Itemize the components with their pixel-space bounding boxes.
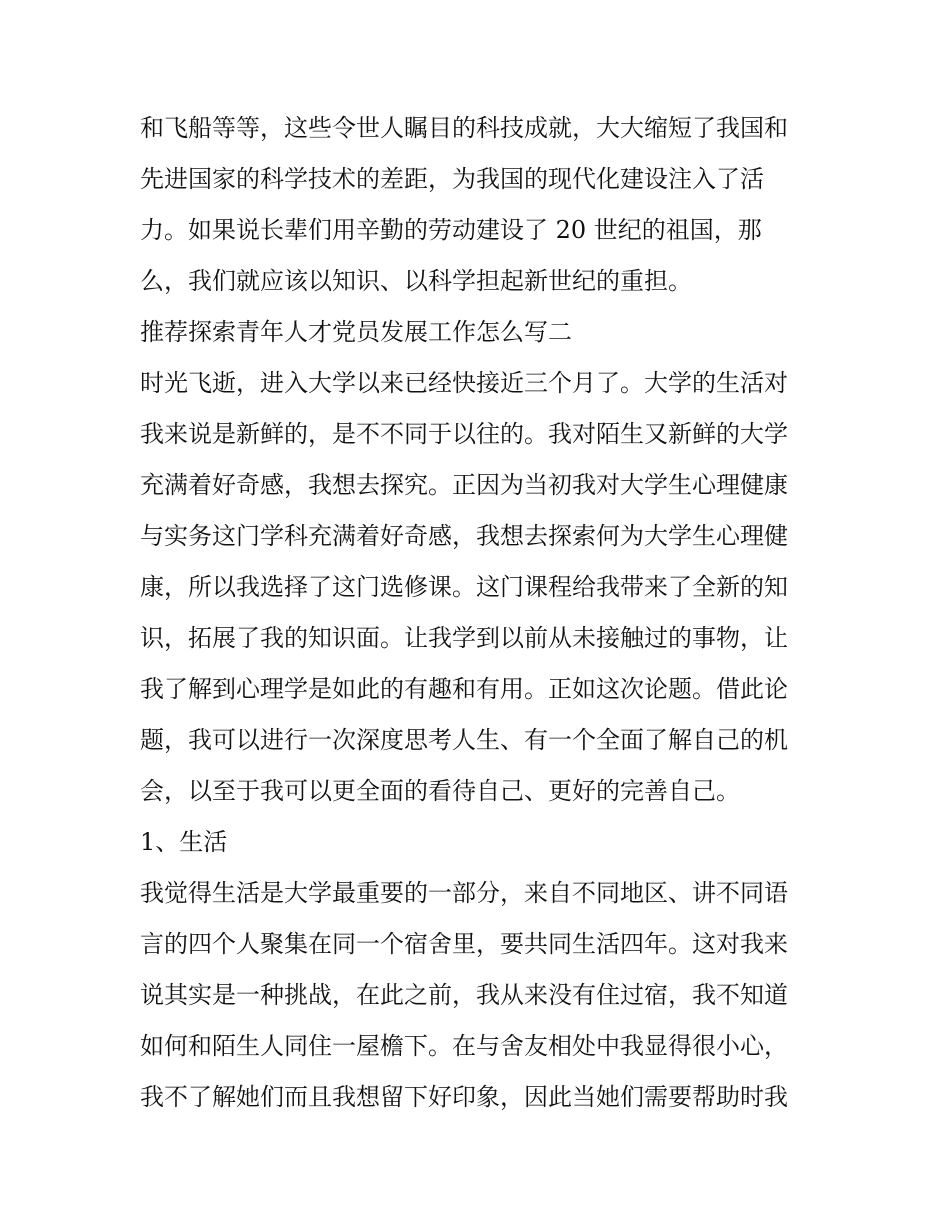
text-line: 我觉得生活是大学最重要的一部分，来自不同地区、讲不同语 — [140, 879, 788, 907]
text-line: 言的四个人聚集在同一个宿舍里，要共同生活四年。这对我来 — [140, 930, 788, 958]
text-line: 会，以至于我可以更全面的看待自己、更好的完善自己。 — [140, 777, 740, 805]
text-line: 如何和陌生人同住一屋檐下。在与舍友相处中我显得很小心， — [140, 1032, 788, 1060]
text-line: 康，所以我选择了这门选修课。这门课程给我带来了全新的知 — [140, 573, 788, 601]
text-line: 充满着好奇感，我想去探究。正因为当初我对大学生心理健康 — [140, 471, 788, 499]
text-line: 我不了解她们而且我想留下好印象，因此当她们需要帮助时我 — [140, 1083, 788, 1111]
text-line: 与实务这门学科充满着好奇感，我想去探索何为大学生心理健 — [140, 522, 788, 550]
text-line: 我了解到心理学是如此的有趣和有用。正如这次论题。借此论 — [140, 675, 788, 703]
text-line: 我来说是新鲜的，是不不同于以往的。我对陌生又新鲜的大学 — [140, 420, 788, 448]
text-line: 说其实是一种挑战，在此之前，我从来没有住过宿，我不知道 — [140, 981, 788, 1009]
text-line: 力。如果说长辈们用辛勤的劳动建设了 20 世纪的祖国，那 — [140, 216, 762, 244]
text-line: 先进国家的科学技术的差距，为我国的现代化建设注入了活 — [140, 165, 764, 193]
section-heading: 推荐探索青年人才党员发展工作怎么写二 — [140, 318, 572, 346]
text-line: 和飞船等等，这些令世人瞩目的科技成就，大大缩短了我国和 — [140, 114, 788, 142]
text-line: 识，拓展了我的知识面。让我学到以前从未接触过的事物，让 — [140, 624, 788, 652]
text-line: 时光飞逝，进入大学以来已经快接近三个月了。大学的生活对 — [140, 369, 788, 397]
text-line: 题，我可以进行一次深度思考人生、有一个全面了解自己的机 — [140, 726, 788, 754]
subsection-heading: 1、生活 — [140, 828, 228, 856]
text-line: 么，我们就应该以知识、以科学担起新世纪的重担。 — [140, 267, 692, 295]
